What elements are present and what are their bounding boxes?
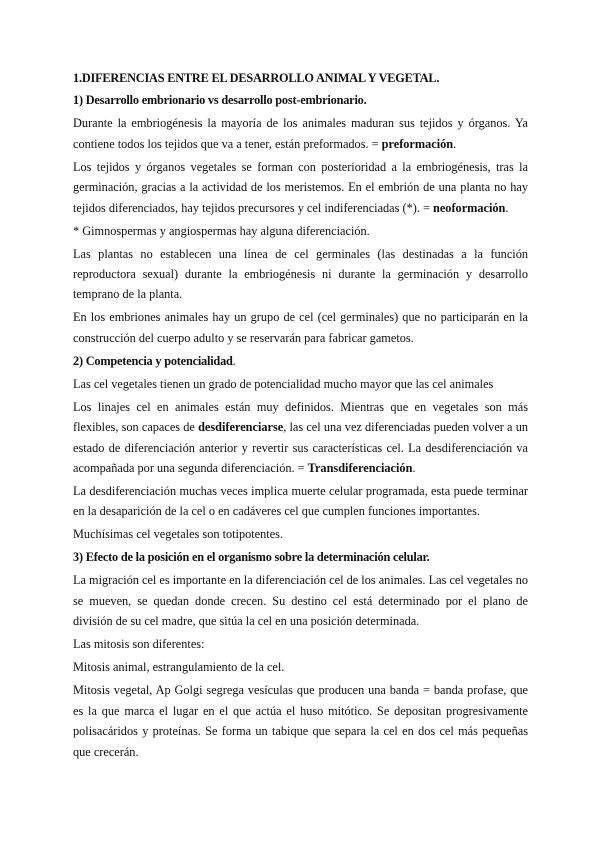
paragraph-mitosis-vegetal: Mitosis vegetal, Ap Golgi segrega vesículas que producen una banda = banda profase, que es la que marca el lugar en el que actúa el huso mitótico. Se depositan progresivamente polisacáridos y proteínas. Se forma un tabique que separa la cel en dos cel más pequeñas que crecerán.	[73, 683, 528, 759]
paragraph-potencialidad: Las cel vegetales tienen un grado de potencialidad mucho mayor que las cel animales	[73, 376, 494, 391]
document-body	[73, 68, 528, 765]
paragraph-text: Los linajes cel en animales están muy definidos. Mientras que en vegetales son más flexibles, son capaces de	[73, 399, 528, 435]
paragraph-end: .	[505, 200, 509, 215]
term-transdiferenciacion: Transdiferenciación	[307, 461, 413, 476]
section-2-heading: 2) Competencia y potencialidad	[73, 353, 233, 368]
paragraph-text: Durante la embriogénesis la mayoría de los animales maduran sus tejidos y órganos. Ya contiene todos los tejidos que va a tener, están preformados. =	[73, 116, 528, 151]
paragraph-preformacion	[73, 113, 528, 154]
paragraph-neoformacion	[73, 157, 528, 218]
section-3-heading: 3) Efecto de la posición en el organismo sobre la determinación celular.	[73, 550, 430, 565]
term-desdiferenciarse: desdiferenciarse	[198, 420, 284, 435]
term-preformacion: preformación	[381, 136, 454, 151]
paragraph-plantas-germinales: Las plantas no establecen una línea de cel germinales (las destinadas a la función reproductora sexual) durante la embriogénesis ni durante la germinación y desarrollo temprano de la planta.	[73, 246, 528, 302]
term-neoformacion: neoformación	[433, 200, 506, 215]
paragraph-mitosis-intro: Las mitosis son diferentes:	[73, 637, 205, 652]
section-1-heading: 1) Desarrollo embrionario vs desarrollo post-embrionario.	[73, 93, 367, 108]
paragraph-totipotentes: Muchísimas cel vegetales son totipotentes.	[73, 527, 284, 542]
paragraph-embriones-animales: En los embriones animales hay un grupo de cel (cel germinales) que no participarán en la construcción del cuerpo adulto y se reservarán para fabricar gametos.	[73, 310, 528, 345]
paragraph-text: Los tejidos y órganos vegetales se forman con posterioridad a la embriogénesis, tras la germinación, gracias a la actividad de los meristemos. En el embrión de una planta no hay tejidos diferenciados, hay tejidos precursores y cel indiferenciadas (*). =	[73, 159, 528, 215]
heading-end: .	[232, 353, 236, 368]
paragraph-muerte-celular: La desdiferenciación muchas veces implica muerte celular programada, esta puede terminar en la desaparición de la cel o en cadáveres cel que cumplen funciones importantes.	[73, 484, 528, 519]
paragraph-linajes	[73, 397, 528, 479]
paragraph-mitosis-animal: Mitosis animal, estrangulamiento de la cel.	[73, 660, 285, 675]
section-2-heading-line	[73, 351, 528, 371]
paragraph-migracion: La migración cel es importante en la diferenciación cel de los animales. Las cel vegetales no se mueven, se quedan donde crecen. Su destino cel está determinado por el plano de división de su cel madre, que sitúa la cel en una posición determinada.	[73, 573, 528, 629]
document-title: 1.DIFERENCIAS ENTRE EL DESARROLLO ANIMAL Y VEGETAL.	[73, 71, 440, 85]
paragraph-gimnospermas-note: * Gimnospermas y angiospermas hay alguna diferenciación.	[73, 223, 370, 238]
paragraph-end: .	[412, 461, 416, 476]
paragraph-end: .	[453, 136, 457, 151]
paragraph-text: , las cel una vez diferenciadas pueden volver a un estado de diferenciación anterior y revertir sus características cel. La desdiferenciación va acompañada por una segunda diferenciación. =	[73, 420, 528, 476]
